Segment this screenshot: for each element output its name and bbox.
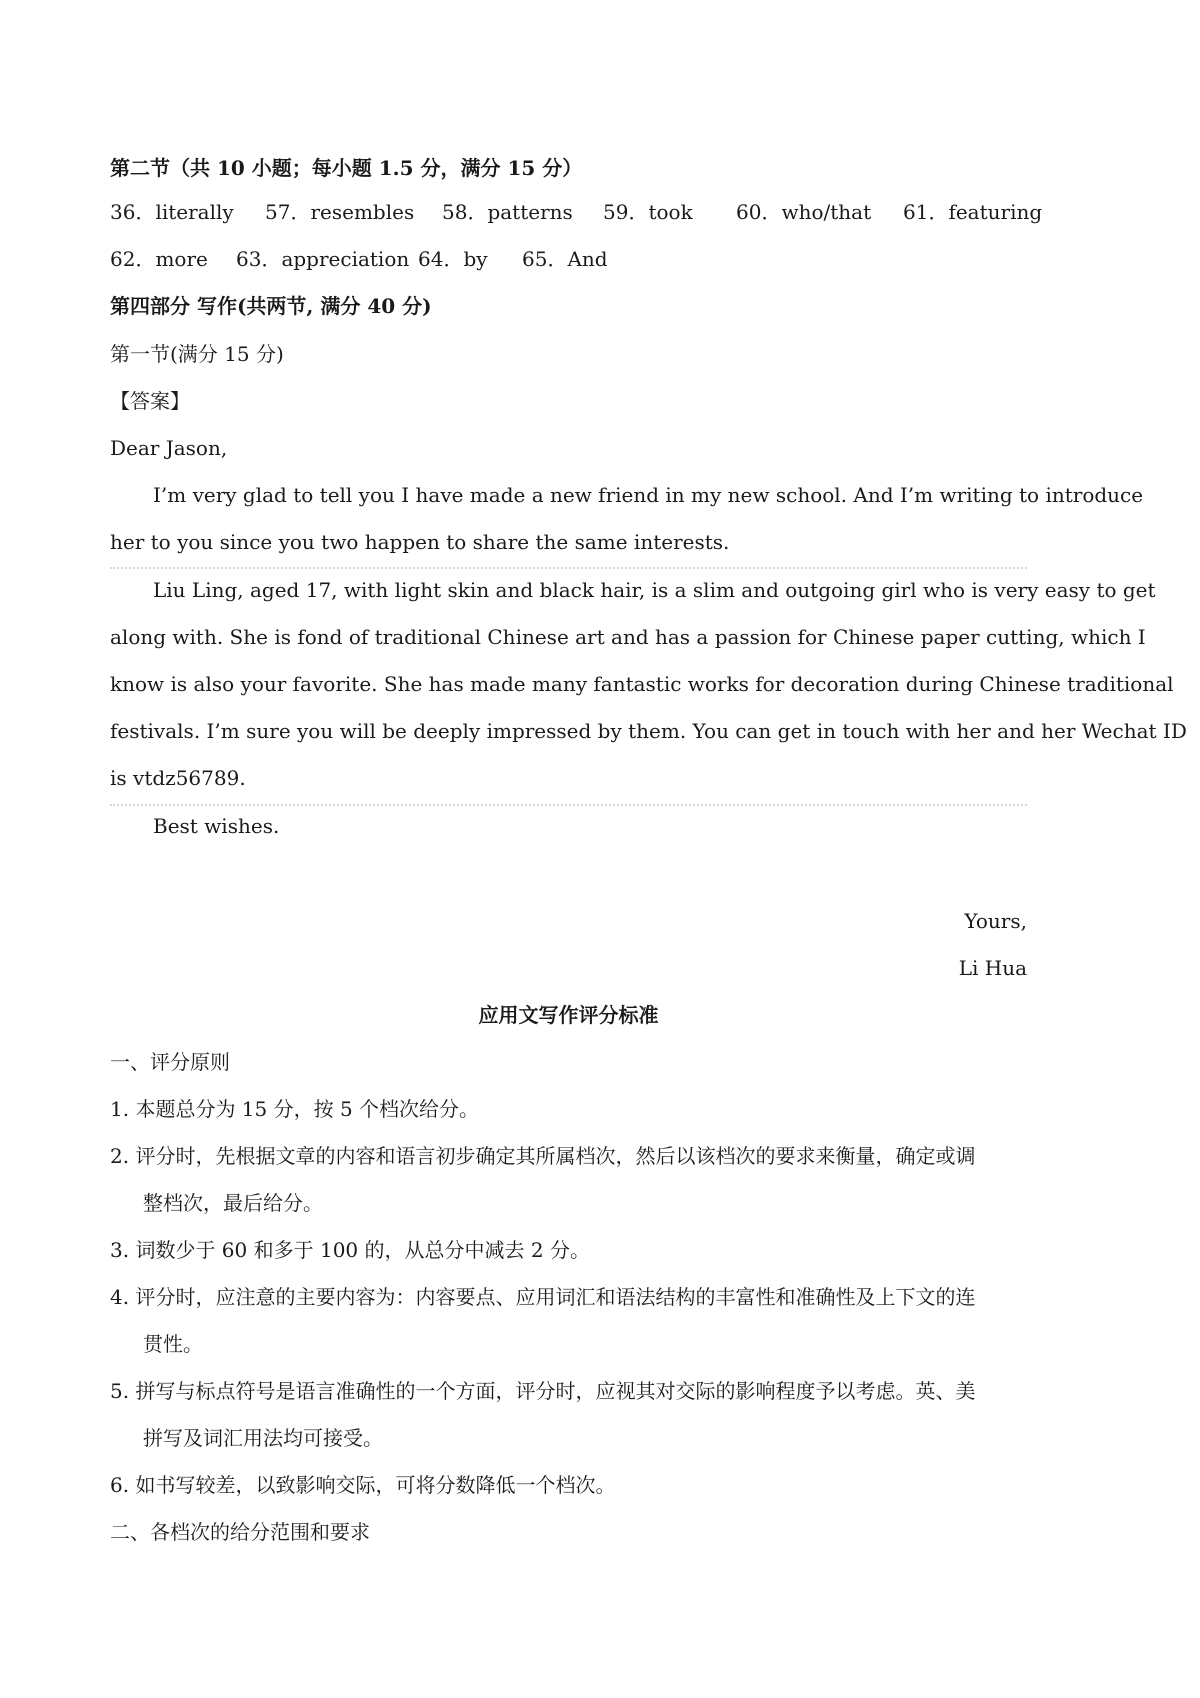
- answers-row-2: [110, 245, 1027, 273]
- item-text: 词数少于 60 和多于 100 的，从总分中减去 2 分。: [135, 1238, 590, 1262]
- item-text: 评分时，先根据文章的内容和语言初步确定其所属档次，然后以该档次的要求来衡量，确定或调: [135, 1144, 976, 1168]
- answer-item: 62．more: [110, 247, 208, 271]
- item-number: 5.: [110, 1379, 130, 1403]
- dotted-divider: [110, 567, 1027, 569]
- part4-section1: 第一节(满分 15 分): [110, 342, 284, 366]
- letter-signoff: Yours,: [964, 909, 1027, 933]
- answer-item: 65．And: [522, 247, 608, 271]
- letter-p1-line1: [153, 481, 1144, 509]
- item-text: 拼写与标点符号是语言准确性的一个方面，评分时，应视其对交际的影响程度予以考虑。英、美: [135, 1379, 976, 1403]
- answer-item: 58．patterns: [442, 200, 573, 224]
- answer-item: 57．resembles: [265, 200, 415, 224]
- letter-p2-line2: along with. She is fond of traditional Chinese art and has a passion for Chinese paper cutting, which I: [110, 625, 1146, 649]
- answer-item: 61．featuring: [903, 200, 1043, 224]
- item-number: 2.: [110, 1144, 130, 1168]
- criteria-item-4: [110, 1283, 975, 1311]
- item-text: 评分时，应注意的主要内容为：内容要点、应用词汇和语法结构的丰富性和准确性及上下文的连: [135, 1285, 976, 1309]
- answer-item: 60．who/that: [736, 200, 872, 224]
- answer-item: 59．took: [603, 200, 693, 224]
- dotted-divider: [110, 804, 1027, 806]
- criteria-item-3: [110, 1236, 590, 1264]
- item-number: 4.: [110, 1285, 130, 1309]
- answer-item: 63．appreciation: [236, 247, 410, 271]
- part4-heading: 第四部分 写作(共两节, 满分 40 分): [110, 294, 432, 318]
- criteria-item-5: [110, 1377, 975, 1405]
- criteria-item-2-cont: 整档次，最后给分。: [143, 1191, 323, 1215]
- section2-heading: 第二节（共 10 小题；每小题 1.5 分，满分 15 分）: [110, 156, 583, 180]
- item-text: 本题总分为 15 分，按 5 个档次给分。: [135, 1097, 480, 1121]
- principles-heading: 一、评分原则: [110, 1050, 230, 1074]
- letter-greeting: Dear Jason,: [110, 436, 228, 460]
- criteria-item-5-cont: 拼写及词汇用法均可接受。: [143, 1426, 383, 1450]
- letter-p2-line3: know is also your favorite. She has made many fantastic works for decoration during Chinese traditional: [110, 672, 1174, 696]
- letter-p2-line4: festivals. I’m sure you will be deeply impressed by them. You can get in touch with her and her Wechat ID: [110, 719, 1187, 743]
- answers-row-1: [110, 198, 1043, 226]
- criteria-item-6: [110, 1471, 615, 1499]
- answer-item: 36．literally: [110, 200, 234, 224]
- letter-signature: Li Hua: [958, 956, 1027, 980]
- letter-p2-line1: Liu Ling, aged 17, with light skin and black hair, is a slim and outgoing girl who is very easy to get: [153, 578, 1156, 602]
- answer-label: 【答案】: [110, 389, 190, 413]
- letter-p1-line2: her to you since you two happen to share the same interests.: [110, 530, 730, 554]
- letter-text: I’m very glad to tell you I have made a new friend in my new school. And I’m writing to introduce: [153, 483, 1144, 507]
- item-number: 6.: [110, 1473, 130, 1497]
- criteria-item-4-cont: 贯性。: [143, 1332, 203, 1356]
- answer-item: 64．by: [418, 247, 488, 271]
- item-number: 1.: [110, 1097, 130, 1121]
- criteria-item-2: [110, 1142, 975, 1170]
- ranges-heading: 二、各档次的给分范围和要求: [110, 1520, 370, 1544]
- criteria-item-1: [110, 1095, 479, 1123]
- letter-closing: Best wishes.: [153, 814, 280, 838]
- item-text: 如书写较差，以致影响交际，可将分数降低一个档次。: [135, 1473, 616, 1497]
- criteria-title: 应用文写作评分标准: [478, 1003, 659, 1027]
- item-number: 3.: [110, 1238, 130, 1262]
- letter-p2-line5: is vtdz56789.: [110, 766, 246, 790]
